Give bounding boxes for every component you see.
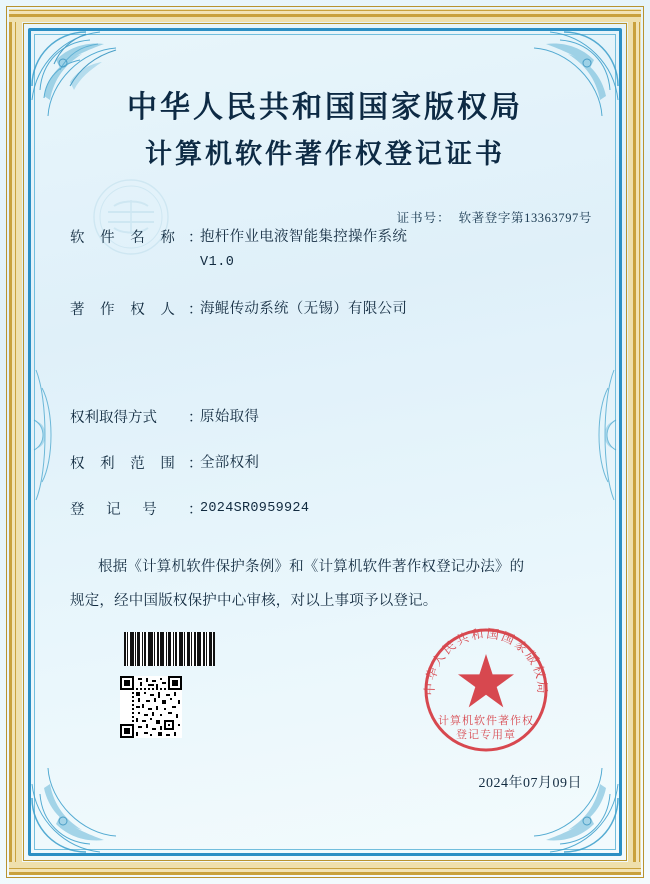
field-acquisition-method: [70, 406, 610, 428]
field-value: 海鲲传动系统（无锡）有限公司: [200, 301, 408, 317]
field-colon: ：: [188, 456, 203, 472]
legal-statement-line2: 规定，经中国版权保护中心审核，对以上事项予以登记。: [70, 593, 438, 609]
issue-date: 2024年07月09日: [478, 776, 582, 791]
legal-statement: [40, 550, 610, 618]
certificate-content: [40, 40, 610, 844]
field-label: 权 利 范 围: [70, 456, 181, 472]
certificate-number-value: 软著登字第13363797号: [458, 211, 592, 225]
field-software-name: [70, 226, 610, 274]
field-colon: ：: [188, 410, 203, 426]
field-value: 全部权利: [200, 455, 260, 471]
software-version-text: V1.0: [200, 255, 235, 270]
certificate-number-label: 证书号：: [396, 211, 451, 225]
field-value: 2024SR0959924: [200, 501, 310, 516]
software-name-text: 抱杆作业电液智能集控操作系统: [200, 229, 408, 245]
field-label: 权利取得方式: [70, 410, 157, 426]
field-label: 著 作 权 人: [70, 302, 181, 318]
field-value: [200, 226, 610, 274]
svg-text:中华人民共和国国家版权局: 中华人民共和国国家版权局: [422, 626, 550, 696]
spacer: [70, 344, 610, 406]
field-colon: ：: [188, 230, 203, 246]
title-block: [40, 88, 610, 174]
official-red-seal-icon: [414, 618, 558, 762]
barcode-1d-icon: [124, 632, 220, 666]
qr-code-icon: [120, 676, 182, 738]
field-colon: ：: [188, 502, 203, 518]
certificate-number: [397, 208, 592, 226]
svg-text:计算机软件著作权: 计算机软件著作权: [438, 715, 534, 727]
field-rights-scope: [70, 452, 610, 474]
page-title-line2: 计算机软件著作权登记证书: [145, 139, 505, 169]
legal-statement-line1: 根据《计算机软件保护条例》和《计算机软件著作权登记办法》的: [98, 559, 525, 575]
page-title-line1: 中华人民共和国国家版权局: [127, 91, 523, 124]
field-list: [40, 226, 610, 520]
svg-text:登记专用章: 登记专用章: [456, 729, 516, 741]
field-label: 软 件 名 称: [70, 230, 181, 246]
field-value: 原始取得: [200, 409, 260, 425]
field-copyright-owner: [70, 298, 610, 320]
field-label: 登 记 号: [70, 502, 166, 518]
field-colon: ：: [188, 302, 203, 318]
field-registration-number: [70, 498, 610, 520]
